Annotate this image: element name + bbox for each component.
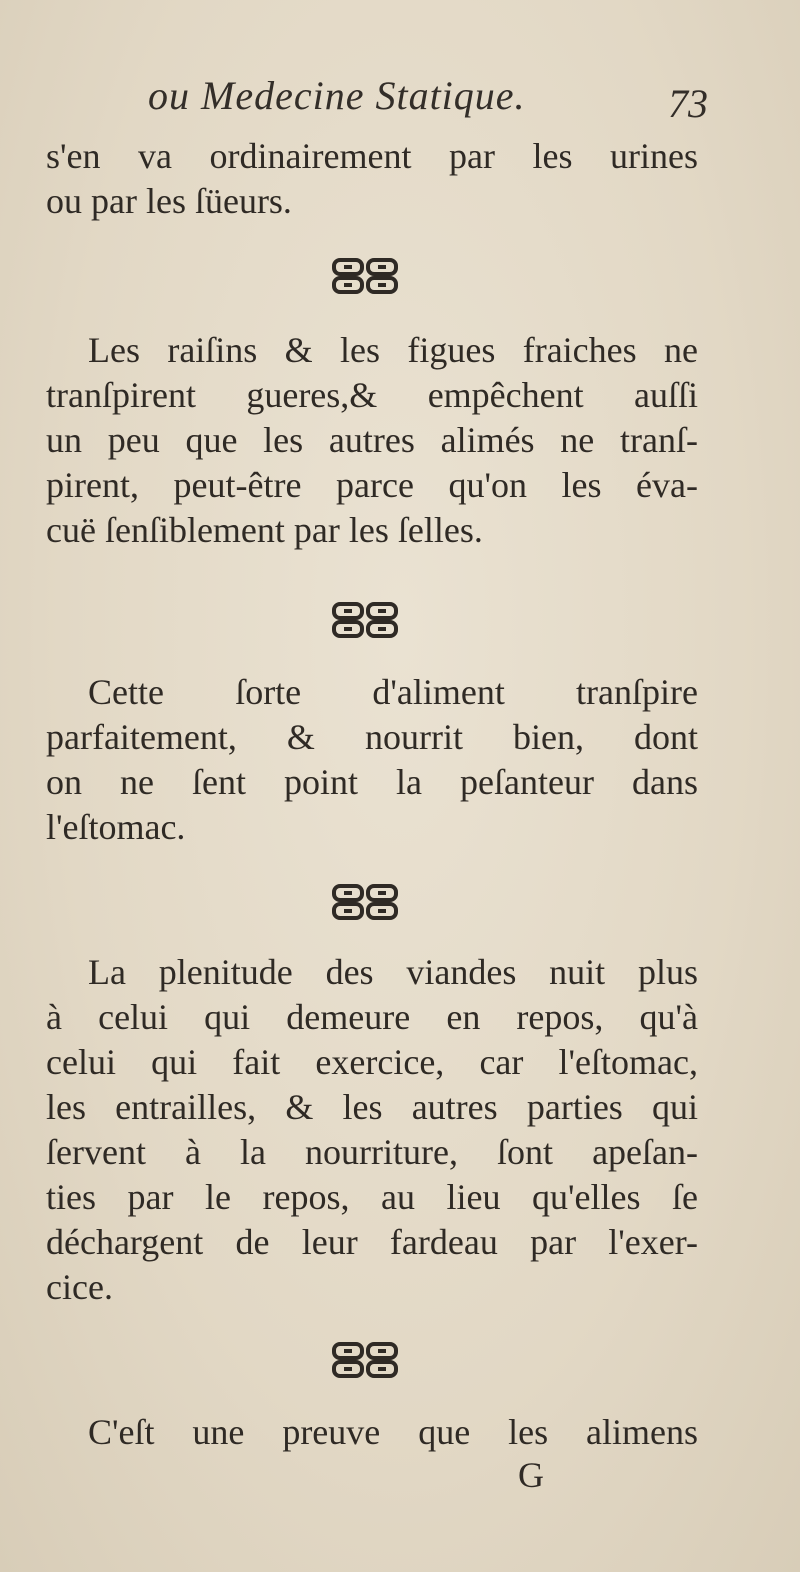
text-line: Cette ſorte d'aliment tranſpire — [88, 672, 698, 712]
fleuron-ornament-icon — [330, 600, 400, 640]
text-line: l'eſtomac. — [46, 807, 186, 847]
text-line: C'eſt une preuve que les alimens — [88, 1412, 698, 1452]
text-line: on ne ſent point la peſanteur dans — [46, 762, 698, 802]
paragraph-4 — [46, 950, 698, 1310]
text-line: à celui qui demeure en repos, qu'à — [46, 997, 698, 1037]
text-line: Les raiſins & les figues fraiches ne — [88, 330, 698, 370]
text-line: tranſpirent gueres,& empêchent auſſi — [46, 375, 698, 415]
text-line: ſervent à la nourriture, ſont apeſan- — [46, 1132, 698, 1172]
paragraph-5 — [46, 1410, 698, 1455]
page-number: 73 — [668, 81, 708, 126]
text-line: cice. — [46, 1267, 113, 1307]
fleuron-ornament-icon — [330, 256, 400, 296]
text-line: un peu que les autres alimés ne tranſ- — [46, 420, 698, 460]
paragraph-1 — [46, 134, 698, 224]
page-header — [148, 72, 708, 132]
running-head: ou Medecine Statique. — [148, 73, 526, 118]
fleuron-ornament-icon — [330, 1340, 400, 1380]
text-line: les entrailles, & les autres parties qui — [46, 1087, 698, 1127]
text-line: ou par les ſüeurs. — [46, 181, 292, 221]
text-line: parfaitement, & nourrit bien, dont — [46, 717, 698, 757]
text-line: s'en va ordinairement par les urines — [46, 136, 698, 176]
text-line: ties par le repos, au lieu qu'elles ſe — [46, 1177, 698, 1217]
text-line: La plenitude des viandes nuit plus — [88, 952, 698, 992]
signature-mark: G — [518, 1455, 544, 1495]
paragraph-3 — [46, 670, 698, 850]
paragraph-2 — [46, 328, 698, 553]
fleuron-ornament-icon — [330, 882, 400, 922]
text-line: déchargent de leur fardeau par l'exer- — [46, 1222, 698, 1262]
text-line: pirent, peut-être parce qu'on les éva- — [46, 465, 698, 505]
text-line: cuë ſenſiblement par les ſelles. — [46, 510, 483, 550]
text-line: celui qui fait exercice, car l'eſtomac, — [46, 1042, 698, 1082]
